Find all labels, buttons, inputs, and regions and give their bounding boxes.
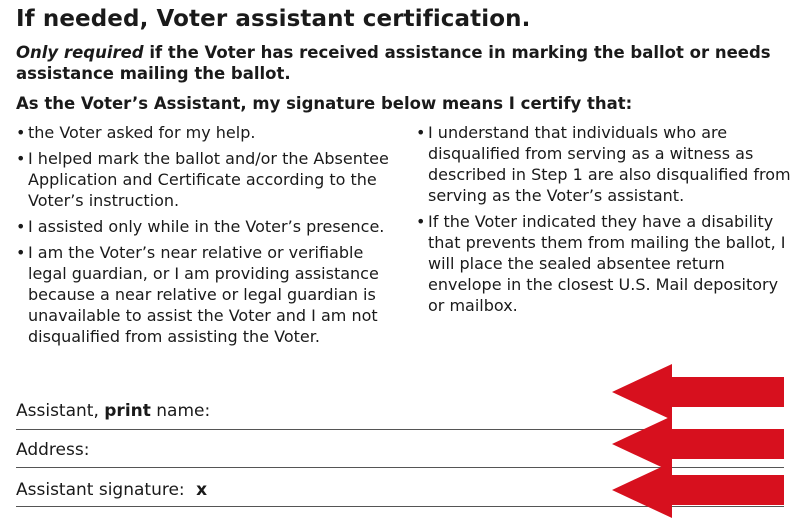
- certification-list-left: [16, 122, 396, 352]
- certification-item: • I understand that individuals who are disqualified from serving as a witness as described in Step 1 are also disqualified from serving as the Voter’s assistant.: [416, 122, 796, 206]
- signature-mark: x: [196, 480, 208, 500]
- name-field-label: Assistant, print name:: [16, 401, 211, 421]
- certification-list-right: [416, 122, 796, 321]
- form-subtitle: [16, 42, 786, 84]
- certification-item: • I assisted only while in the Voter’s presence.: [16, 216, 396, 237]
- signature-field-label: Assistant signature:: [16, 480, 185, 500]
- certification-item: • the Voter asked for my help.: [16, 122, 396, 143]
- subtitle-text: if the Voter has received assistance in marking the ballot or needs assistance mailing the ballot.: [16, 43, 771, 83]
- form-title: If needed, Voter assistant certification.: [16, 6, 531, 32]
- certification-item: • If the Voter indicated they have a disability that prevents them from mailing the ballot, I will place the sealed absentee return envelope in the closest U.S. Mail depository or mailbox.: [416, 211, 796, 316]
- arrow-left-icon: [608, 460, 790, 520]
- certification-item: • I am the Voter’s near relative or verifiable legal guardian, or I am providing assistance because a near relative or legal guardian is unavailable to assist the Voter and I am not disqualified from assisting the Voter.: [16, 242, 396, 347]
- address-field-label: Address:: [16, 440, 90, 460]
- certification-item: • I helped mark the ballot and/or the Absentee Application and Certificate according to the Voter’s instruction.: [16, 148, 396, 211]
- certification-lead: As the Voter’s Assistant, my signature below means I certify that:: [16, 94, 633, 113]
- subtitle-emphasis: Only required: [16, 43, 144, 62]
- arrow-left-icon: [608, 362, 790, 422]
